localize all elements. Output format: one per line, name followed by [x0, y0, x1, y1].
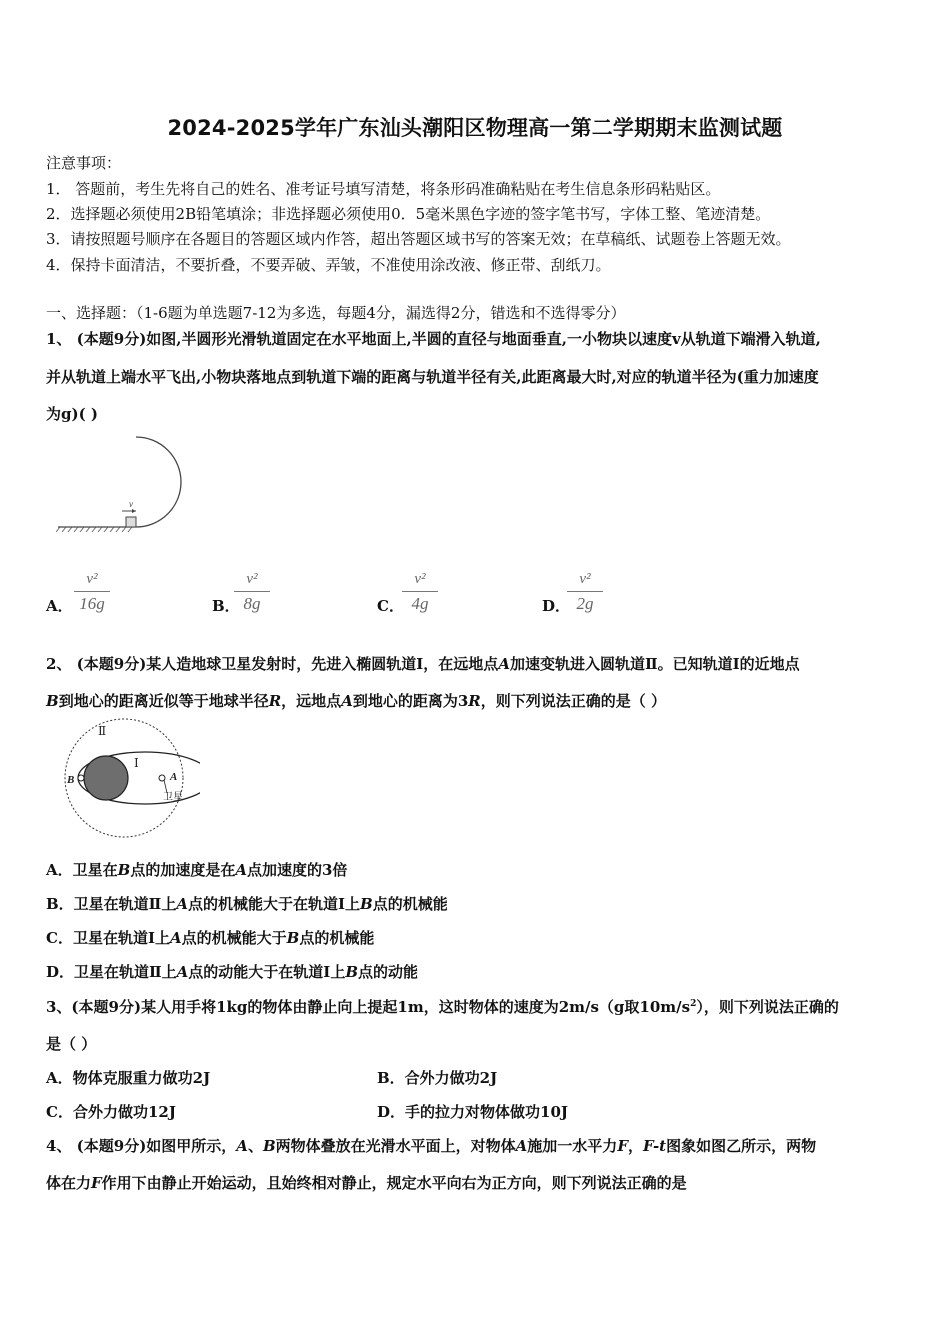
q1-text-line: 为g)( ) [46, 405, 99, 423]
q2-option: C．卫星在轨道Ⅰ上A点的机械能大于B点的机械能 [46, 929, 375, 947]
q1-text-line: 并从轨道上端水平飞出,小物块落地点到轨道下端的距离与轨道半径有关,此距离最大时,对应的轨道半径为(重力加速度 [46, 368, 819, 386]
point-a-label: A [170, 771, 178, 783]
q3-option-a: A．物体克服重力做功2J [46, 1069, 211, 1087]
q2-text-line: 2、 (本题9分)某人造地球卫星发射时，先进入椭圆轨道Ⅰ，在远地点A加速变轨进入圆轨道Ⅱ。已知轨道Ⅰ的近地点 [46, 655, 800, 673]
q3-option-b: B．合外力做功2J [377, 1069, 498, 1087]
q1-track-figure [56, 432, 190, 532]
q2-option: A．卫星在B点的加速度是在A点加速度的3倍 [46, 861, 348, 879]
q1-option-a-fraction: v² 16g [72, 568, 112, 615]
q3-text-line: 是（ ） [46, 1035, 97, 1053]
q1-option-d-fraction: v² 2g [565, 568, 605, 615]
notice-item: 4．保持卡面清洁，不要折叠，不要弄破、弄皱，不准使用涂改液、修正带、刮纸刀。 [46, 256, 611, 274]
q1-text-line: 1、 (本题9分)如图,半圆形光滑轨道固定在水平地面上,半圆的直径与地面垂直,一小物块以速度v从轨道下端滑入轨道, [46, 330, 821, 348]
q3-text-line: 3、(本题9分)某人用手将1kg的物体由静止向上提起1m，这时物体的速度为2m/s（g取$10m/s^2$），则下列说法正确的 [46, 998, 839, 1016]
point-b-label: B [67, 774, 75, 786]
satellite-label: 卫星 [163, 792, 183, 803]
q1-option-b-letter: B． [212, 597, 240, 615]
page-title: 2024-2025学年广东汕头潮阳区物理高一第二学期期末监测试题 [167, 116, 783, 140]
q1-option-d-letter: D． [542, 597, 571, 615]
q2-option: D．卫星在轨道Ⅱ上A点的动能大于在轨道Ⅰ上B点的动能 [46, 963, 419, 981]
notice-heading: 注意事项： [46, 154, 122, 172]
orbit-i-label: Ⅰ [134, 756, 139, 770]
block [126, 517, 136, 527]
q1-option-a-letter: A． [46, 597, 73, 615]
q1-option-c-fraction: v² 4g [400, 568, 440, 615]
earth [84, 756, 128, 800]
q4-text-line: 体在力F作用下由静止开始运动，且始终相对静止，规定水平向右为正方向，则下列说法正确的是 [46, 1174, 687, 1192]
q2-orbit-figure [40, 718, 200, 840]
notice-item: 2．选择题必须使用2B铅笔填涂；非选择题必须使用0．5毫米黑色字迹的签字笔书写，字体工整、笔迹清楚。 [46, 205, 771, 223]
point-b [78, 775, 84, 781]
velocity-label: v [129, 499, 133, 509]
notice-item: 3．请按照题号顺序在各题目的答题区域内作答，超出答题区域书写的答案无效；在草稿纸、试题卷上答题无效。 [46, 230, 791, 248]
orbit-ii-label: Ⅱ [98, 724, 107, 738]
q1-option-c-letter: C． [377, 597, 404, 615]
q2-option: B．卫星在轨道Ⅱ上A点的机械能大于在轨道Ⅰ上B点的机械能 [46, 895, 448, 913]
q1-option-b-fraction: v² 8g [232, 568, 272, 615]
q3-option-c: C．合外力做功12J [46, 1103, 176, 1121]
q3-option-d: D．手的拉力对物体做功10J [377, 1103, 568, 1121]
q4-text-line: 4、 (本题9分)如图甲所示，A、B两物体叠放在光滑水平面上，对物体A施加一水平力F，F-t图象如图乙所示，两物 [46, 1137, 817, 1155]
section-heading: 一、选择题：（1-6题为单选题7-12为多选，每题4分，漏选得2分，错选和不选得零分） [46, 304, 626, 322]
q2-text-line: B到地心的距离近似等于地球半径R，远地点A到地心的距离为3R，则下列说法正确的是（ ） [46, 692, 666, 710]
notice-item: 1． 答题前，考生先将自己的姓名、准考证号填写清楚，将条形码准确粘贴在考生信息条形码粘贴区。 [46, 180, 721, 198]
